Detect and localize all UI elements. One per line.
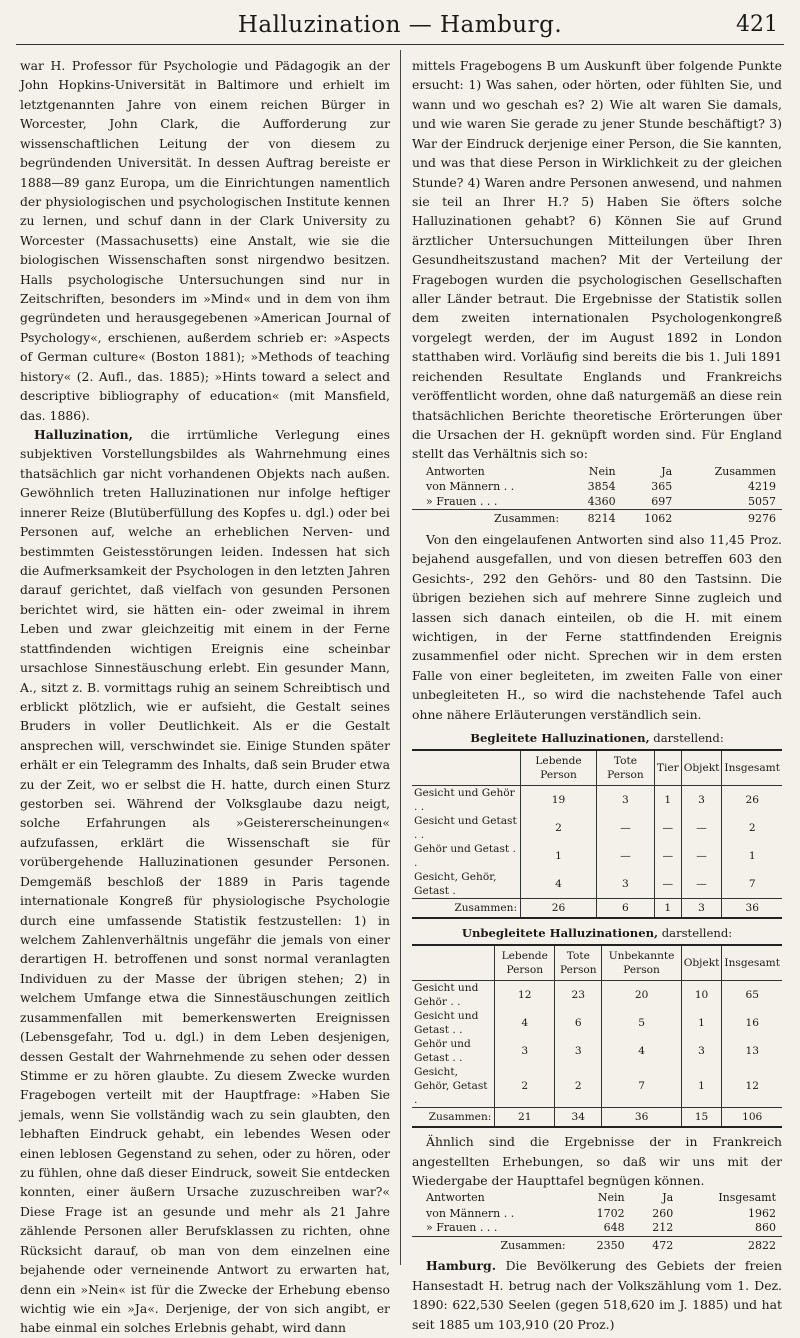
table-total-row bbox=[412, 1236, 782, 1253]
table-cell: 26 bbox=[722, 786, 782, 815]
table-cell: 4219 bbox=[748, 480, 776, 494]
table-cell: 1702 bbox=[596, 1206, 625, 1220]
table-cell: 1 bbox=[654, 786, 681, 815]
caption-rest: darstellend: bbox=[649, 731, 724, 746]
table-header: Insgesamt bbox=[722, 945, 782, 981]
table-cell: 1 bbox=[681, 1065, 722, 1108]
table-cell: — bbox=[654, 870, 681, 899]
page-number: 421 bbox=[736, 12, 778, 37]
table-cell: Gesicht und Gehör . . bbox=[414, 982, 479, 1009]
table-cell: 15 bbox=[681, 1108, 722, 1128]
table-cell: 3 bbox=[681, 786, 722, 815]
table-cell: — bbox=[681, 814, 722, 842]
table-header: Antworten bbox=[426, 464, 485, 478]
table-cell: » Frauen . . . bbox=[426, 1221, 498, 1235]
table-caption bbox=[412, 730, 782, 746]
accompanied-table bbox=[412, 749, 782, 919]
table-row bbox=[412, 842, 782, 870]
table-cell: — bbox=[654, 842, 681, 870]
table-cell: 7 bbox=[722, 870, 782, 899]
table-cell: 106 bbox=[722, 1108, 782, 1128]
table-cell: 4360 bbox=[587, 494, 616, 508]
table-cell: Zusammen: bbox=[412, 899, 521, 919]
table-cell: 1 bbox=[681, 1009, 722, 1037]
table-cell: 697 bbox=[651, 494, 673, 508]
table-row bbox=[412, 1065, 782, 1108]
table-caption bbox=[412, 925, 782, 941]
table-cell: 1 bbox=[521, 842, 597, 870]
table-cell: 12 bbox=[495, 981, 555, 1010]
table-cell: 3 bbox=[495, 1037, 555, 1065]
table-cell: — bbox=[596, 842, 654, 870]
page-header bbox=[0, 6, 800, 46]
table-cell: 10 bbox=[681, 981, 722, 1010]
table-cell: 2822 bbox=[679, 1236, 782, 1253]
table-cell: Gesicht, Gehör, Getast . bbox=[414, 1066, 488, 1107]
right-paragraph-1: mittels Fragebogens B um Auskunft über folgende Punkte ersucht: 1) Was sahen, oder hörten, oder fühlten Sie, und wann und wo geschah es? 2) Wie alt waren Sie damals, und wie waren Sie gerade zu jener Stunde beschäftigt? 3) War der Eindruck derjenige einer Person, die Sie kannten, und was that diese Person in Wirklichkeit zu der gleichen Stunde? 4) Waren andre Personen anwesend, und nahmen sie teil an Ihrer H.? 5) Haben Sie öfters solche Halluzinationen gehabt? 6) Können Sie auf Grund ärztlicher Untersuchungen Mitteilungen über Ihren Gesundheitszustand machen? Mit der Verteilung der Fragebogen wurden die psychologischen Gesellschaften aller Länder betraut. Die Ergebnisse der Statistik sollen dem zweiten internationalen Psychologenkongreß vorgelegt werden, der im August 1892 in London statthaben wird. Vorläufig sind bereits die bis 1. Juli 1891 reichenden Resultate Englands und Frankreichs veröffentlicht worden, ohne daß naturgemäß an diese rein thatsächlichen Berichte theoretische Erörterungen über die Ursachen der H. geknüpft worden sind. Für England stellt das Verhältnis sich so: bbox=[412, 58, 782, 462]
table-cell: 365 bbox=[651, 480, 673, 494]
table-row bbox=[412, 1221, 782, 1236]
table-cell: 2 bbox=[555, 1065, 602, 1108]
unaccompanied-table bbox=[412, 944, 782, 1128]
right-paragraph-2: Von den eingelaufenen Antworten sind also 11,45 Proz. bejahend ausgefallen, und von diesen betreffen 603 den Gesichts-, 292 den Gehörs- und 80 den Tastsinn. Die übrigen beziehen sich auf mehrere Sinne zugleich und lassen sich danach einteilen, ob die H. mit einem wichtigen, in der Ferne stattfindenden Ereignis zusammenfiel oder nicht. Sprechen wir in dem ersten Falle von einer begleiteten, im zweiten Falle von einer unbegleiteten H., so wird die nachstehende Tafel auch ohne nähere Erläuterungen verständlich sein. bbox=[412, 531, 782, 722]
table-header: Objekt bbox=[681, 945, 722, 981]
table-cell: 3 bbox=[681, 899, 722, 919]
table-cell: 3854 bbox=[587, 480, 616, 494]
table-cell: 2 bbox=[521, 814, 597, 842]
table-cell: 2 bbox=[722, 814, 782, 842]
table-cell: von Männern . . bbox=[426, 480, 515, 494]
table-header: Objekt bbox=[681, 750, 722, 786]
table-row bbox=[412, 814, 782, 842]
england-table bbox=[412, 465, 782, 527]
table-header: Tier bbox=[654, 750, 681, 786]
table-cell: 212 bbox=[652, 1221, 674, 1235]
table-cell: 2 bbox=[495, 1065, 555, 1108]
table-header: Insgesamt bbox=[718, 1191, 776, 1205]
table-row bbox=[412, 1037, 782, 1065]
right-column bbox=[412, 56, 782, 1334]
table-cell: 1 bbox=[722, 842, 782, 870]
france-table bbox=[412, 1191, 782, 1253]
table-header bbox=[412, 750, 521, 786]
table-header: Nein bbox=[588, 464, 616, 478]
table-cell: von Männern . . bbox=[426, 1206, 515, 1220]
table-cell: 3 bbox=[555, 1037, 602, 1065]
table-row bbox=[412, 870, 782, 899]
table-cell: 12 bbox=[722, 1065, 782, 1108]
table-cell: Zusammen: bbox=[412, 1236, 572, 1253]
table-cell: — bbox=[654, 814, 681, 842]
table-cell: 3 bbox=[596, 786, 654, 815]
table-cell: Zusammen: bbox=[412, 510, 565, 527]
table-cell: 19 bbox=[521, 786, 597, 815]
table-cell: Gesicht, Gehör, Getast . bbox=[414, 871, 497, 898]
left-column bbox=[20, 56, 390, 1338]
table-cell: 9276 bbox=[678, 510, 782, 527]
table-cell: 26 bbox=[521, 899, 597, 919]
table-cell: 1962 bbox=[748, 1206, 776, 1220]
table-header: Unbekannte Person bbox=[602, 945, 681, 981]
table-header: Antworten bbox=[426, 1191, 485, 1205]
header-rule bbox=[16, 44, 784, 45]
hall-entry-continuation: war H. Professor für Psychologie und Pädagogik an der John Hopkins-Universität in Baltimore und erhielt im letztgenannten Jahre von einem reichen Bürger in Worcester, John Clark, die Aufforderung zur wissenschaftlichen Leitung der von diesem zu begründenden Universität. In dessen Auftrag bereiste er 1888—89 ganz Europa, um die Einrichtungen namentlich der physiologischen und psychologischen Institute kennen zu lernen, und schuf dann in der Clark University zu Worcester (Massachusetts) eine Anstalt, wie sie die biologischen Wissenschaften sonst nirgendwo besitzen. Halls psychologische Untersuchungen sind nur in Zeitschriften, besonders im »Mind« und in dem von ihm gegründeten und herausgegebenen »American Journal of Psychology«, erschienen, außerdem schrieb er: »Aspects of German culture« (Boston 1881); »Methods of teaching history« (2. Aufl., das. 1885); »Hints toward a select and descriptive bibliography of education« (mit Mansfield, das. 1886). bbox=[20, 58, 390, 423]
table-header: Lebende Person bbox=[495, 945, 555, 981]
table-cell: 2350 bbox=[572, 1236, 631, 1253]
table-cell: » Frauen . . . bbox=[426, 494, 498, 508]
table-cell: 5 bbox=[602, 1009, 681, 1037]
table-cell: — bbox=[681, 842, 722, 870]
table-cell: 4 bbox=[602, 1037, 681, 1065]
table-total-row bbox=[412, 1108, 782, 1128]
table-cell: 8214 bbox=[565, 510, 622, 527]
right-paragraph-3: Ähnlich sind die Ergebnisse der in Frankreich angestellten Erhebungen, so daß wir uns mit der Wiedergabe der Haupttafel begnügen können. bbox=[412, 1134, 782, 1188]
table-cell: Gesicht und Getast . . bbox=[414, 1010, 479, 1037]
table-header: Lebende Person bbox=[521, 750, 597, 786]
table-cell: 6 bbox=[555, 1009, 602, 1037]
table-row bbox=[412, 981, 782, 1010]
table-cell: 20 bbox=[602, 981, 681, 1010]
table-cell: 5057 bbox=[748, 494, 776, 508]
table-row bbox=[412, 1207, 782, 1222]
entry-keyword: Hamburg. bbox=[426, 1258, 497, 1274]
table-header: Tote Person bbox=[555, 945, 602, 981]
table-row bbox=[412, 495, 782, 510]
table-cell: 7 bbox=[602, 1065, 681, 1108]
caption-bold: Begleitete Halluzinationen, bbox=[470, 731, 650, 746]
table-cell: 3 bbox=[681, 1037, 722, 1065]
entry-text: die irrtümliche Verlegung eines subjektiven Vorstellungsbildes als Wahrnehmung eines thatsächlich gar nicht vorhandenen Objekts nach außen. Gewöhnlich treten Halluzinationen nur infolge heftiger innerer Reize (Blutüberfüllung des Kopfes u. dgl.) oder bei Personen auf, welche an erheblichen Nerven- und bestimmten Geistesstörungen leiden. Indessen hat sich die Aufmerksamkeit der Psychologen in den letzten Jahren darauf gerichtet, daß vielfach von gesunden Personen berichtet wird, sie hätten ein- oder zweimal in ihrem Leben und zwar gleichzeitig mit einem in der Ferne stattfindenden wichtigen Ereignis eine scheinbar ursachlose Sinnestäuschung erlebt. Ein gesunder Mann, A., sitzt z. B. vormittags ruhig an seinem Schreibtisch und erblickt plötzlich, wie er aufsieht, die Gestalt seines Bruders in voller Deutlichkeit. Als er die Gestalt ansprechen will, verschwindet sie. Einige Stunden später erhält er ein Telegramm des Inhalts, daß sein Bruder etwa zu der Zeit, wo er selbst die H. hatte, durch einen Sturz gestorben sei. Während der Volksglaube dazu neigt, solche Erfahrungen als »Geistererscheinungen« aufzufassen, erklärt die Wissenschaft sie für vorübergehende Halluzinationen gesunder Personen. Demgemäß beschloß der 1889 in Paris tagende internationale Kongreß für physiologische Psychologie durch eine umfassende Statistik festzustellen: 1) in welchem Zahlenverhältnis ungefähr die jemals von einer derartigen H. betroffenen und sonst normal veranlagten Individuen zu der Masse der übrigen stehen; 2) in welchem Umfange etwa die Sinnestäuschungen zeitlich zusammenfallen mit bemerkenswerten Ereignissen (Lebensgefahr, Tod u. dgl.) in dem Leben desjenigen, dessen Gestalt der Wahrnehmende zu sehen oder dessen Stimme er zu hören glaubte. Zu diesem Zwecke wurden Fragebogen verteilt mit der Hauptfrage: »Haben Sie jemals, wenn Sie vollständig wach zu sein glaubten, den lebhaften Eindruck gehabt, ein lebendes Wesen oder einen leblosen Gegenstand zu sehen, oder zu hören, oder zu fühlen, ohne daß dieser Eindruck, soweit Sie entdecken konnten, einer äußern Ursache zuzuschreiben war?« Diese Frage ist an gesunde und mehr als 21 Jahre zählende Personen aller Berufsklassen zu richten, ohne Rücksicht darauf, ob man von dem einzelnen eine bejahende oder verneinende Antwort zu erwarten hat, denn ein »Nein« ist für die Zwecke der Erhebung ebenso wichtig wie ein »Ja«. Derjenige, der von sich angibt, er habe einmal ein solches Erlebnis gehabt, wird dann bbox=[20, 427, 390, 1336]
table-cell: Gesicht und Gehör . . bbox=[414, 787, 515, 814]
table-cell: 3 bbox=[596, 870, 654, 899]
entry-keyword: Halluzination, bbox=[34, 427, 133, 443]
table-cell: 23 bbox=[555, 981, 602, 1010]
running-title: Halluzination — Hamburg. bbox=[237, 12, 563, 38]
table-total-row bbox=[412, 510, 782, 527]
table-cell: Zusammen: bbox=[412, 1108, 495, 1128]
table-cell: 648 bbox=[603, 1221, 625, 1235]
table-cell: Gehör und Getast . . bbox=[414, 1038, 471, 1065]
table-cell: 472 bbox=[631, 1236, 680, 1253]
caption-bold: Unbegleitete Halluzinationen, bbox=[461, 926, 659, 941]
column-divider bbox=[400, 50, 401, 1265]
table-cell: 260 bbox=[652, 1206, 674, 1220]
table-cell: 36 bbox=[722, 899, 782, 919]
entry-text: Die Bevölkerung des Gebiets der freien Hansestadt H. betrug nach der Volkszählung vom 1. Dez. 1890: 622,530 Seelen (gegen 518,620 im J. 1885) und hat seit 1885 um 103,910 (20 Proz.) bbox=[412, 1258, 782, 1332]
table-header: Ja bbox=[661, 464, 673, 478]
table-header: Zusammen bbox=[714, 464, 776, 478]
table-header: Tote Person bbox=[596, 750, 654, 786]
table-cell: Gesicht und Getast . . bbox=[414, 815, 517, 842]
table-cell: — bbox=[596, 814, 654, 842]
hamburg-entry bbox=[412, 1256, 782, 1334]
halluzination-entry bbox=[20, 425, 390, 1338]
table-header: Nein bbox=[597, 1191, 625, 1205]
table-header bbox=[412, 945, 495, 981]
table-cell: 6 bbox=[596, 899, 654, 919]
table-cell: 13 bbox=[722, 1037, 782, 1065]
table-row bbox=[412, 480, 782, 495]
table-cell: 1062 bbox=[622, 510, 679, 527]
table-cell: 4 bbox=[521, 870, 597, 899]
table-cell: — bbox=[681, 870, 722, 899]
table-cell: 21 bbox=[495, 1108, 555, 1128]
table-cell: 34 bbox=[555, 1108, 602, 1128]
table-header: Insgesamt bbox=[722, 750, 782, 786]
table-total-row bbox=[412, 899, 782, 919]
table-cell: Gehör und Getast . . bbox=[414, 843, 516, 870]
table-header: Ja bbox=[662, 1191, 674, 1205]
table-cell: 4 bbox=[495, 1009, 555, 1037]
table-row bbox=[412, 1009, 782, 1037]
table-cell: 65 bbox=[722, 981, 782, 1010]
table-cell: 16 bbox=[722, 1009, 782, 1037]
table-row bbox=[412, 786, 782, 815]
caption-rest: darstellend: bbox=[658, 926, 733, 941]
table-cell: 860 bbox=[755, 1221, 776, 1235]
table-cell: 36 bbox=[602, 1108, 681, 1128]
table-cell: 1 bbox=[654, 899, 681, 919]
